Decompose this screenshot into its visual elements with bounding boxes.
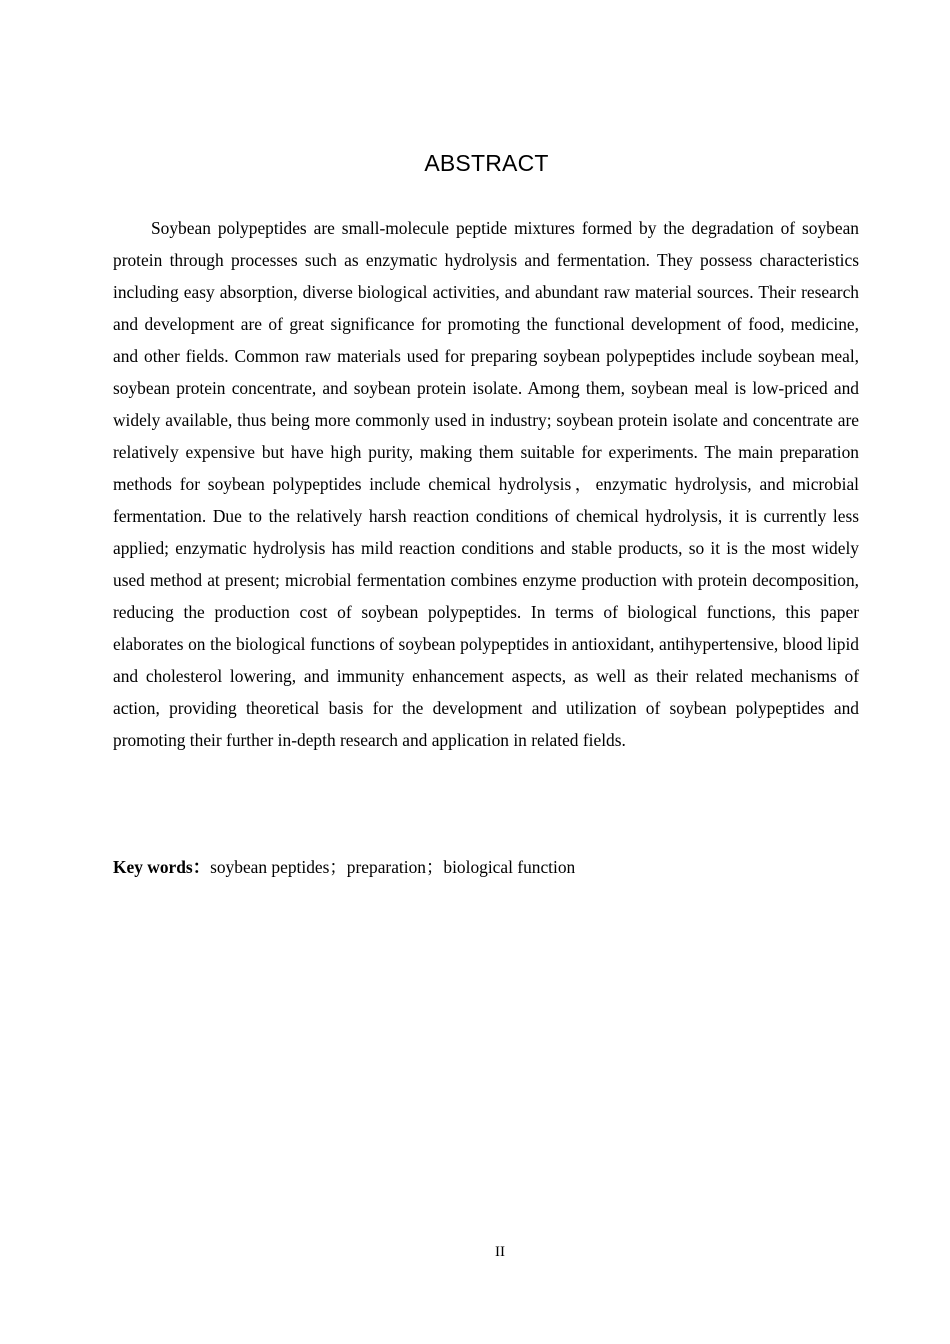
abstract-paragraph: Soybean polypeptides are small-molecule peptide mixtures formed by the degradation of soybean protein through processes such as enzymatic hydrolysis and fermentation. They possess characteristics including easy absorption, diverse biological activities, and abundant raw material sources. Their research and development are of great significance for promoting the functional development of food, medicine, and other fields. Common raw materials used for preparing soybean polypeptides include soybean meal, soybean protein concentrate, and soybean protein isolate. Among them, soybean meal is low-priced and widely available, thus being more commonly used in industry; soybean protein isolate and concentrate are relatively expensive but have high purity, making them suitable for experiments. The main preparation methods for soybean polypeptides include chemical hydrolysis，enzymatic hydrolysis, and microbial fermentation. Due to the relatively harsh reaction conditions of chemical hydrolysis, it is currently less applied; enzymatic hydrolysis has mild reaction conditions and stable products, so it is the most widely used method at present; microbial fermentation combines enzyme production with protein decomposition, reducing the production cost of soybean polypeptides. In terms of biological functions, this paper elaborates on the biological functions of soybean polypeptides in antioxidant, antihypertensive, blood lipid and cholesterol lowering, and immunity enhancement aspects, as well as their related mechanisms of action, providing theoretical basis for the development and utilization of soybean polypeptides and promoting their further in-depth research and application in related fields. xyxy=(113,218,859,750)
keyword-item: preparation xyxy=(346,857,426,877)
keyword-separator: ； xyxy=(425,857,444,877)
page-number: II xyxy=(495,1244,505,1260)
keywords-label: Key words： xyxy=(113,857,211,877)
keyword-separator: ； xyxy=(329,857,347,877)
keyword-item: soybean peptides xyxy=(210,857,330,877)
keywords-line xyxy=(113,851,859,883)
keyword-item: biological function xyxy=(443,857,576,877)
abstract-title: ABSTRACT xyxy=(424,150,549,176)
